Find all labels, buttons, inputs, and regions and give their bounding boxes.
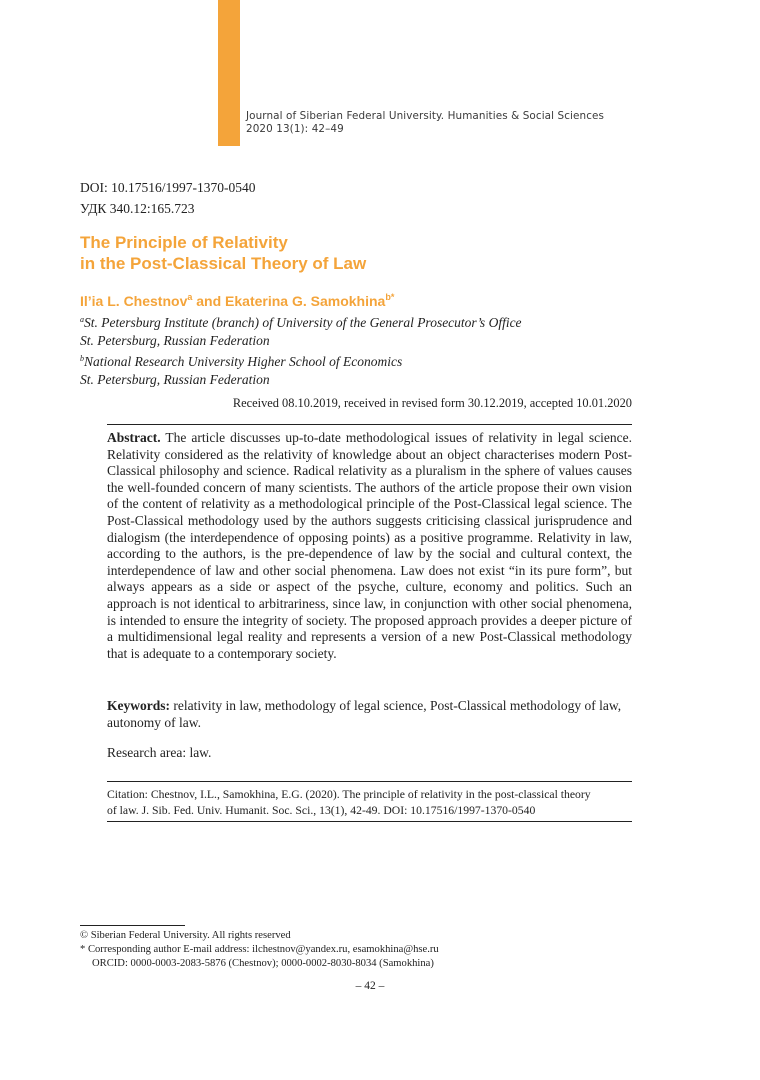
abstract-top-rule bbox=[107, 424, 632, 425]
doi: DOI: 10.17516/1997-1370-0540 bbox=[80, 180, 256, 195]
authors bbox=[80, 292, 680, 309]
orcid-note: ORCID: 0000-0003-2083-5876 (Chestnov); 0000-0002-8030-8034 (Samokhina) bbox=[92, 958, 434, 969]
affiliation-mark: a bbox=[80, 315, 84, 324]
received-dates: Received 08.10.2019, received in revised form 30.12.2019, accepted 10.01.2020 bbox=[232, 396, 632, 410]
keywords bbox=[107, 697, 632, 731]
affiliations bbox=[80, 311, 700, 389]
affiliation-b bbox=[80, 350, 700, 371]
copyright-note: © Siberian Federal University. All rights reserved bbox=[80, 930, 291, 941]
corresponding-author-note: * Corresponding author E-mail address: ilchestnov@yandex.ru, esamokhina@hse.ru bbox=[80, 944, 439, 955]
paper-title bbox=[80, 232, 640, 274]
citation-bottom-rule bbox=[107, 821, 632, 822]
citation-top-rule bbox=[107, 781, 632, 782]
author-1: Il’ia L. Chestnov bbox=[80, 293, 188, 309]
affiliation-institution: National Research University Higher School of Economics bbox=[84, 354, 403, 369]
footnote-rule bbox=[80, 925, 185, 926]
identifiers bbox=[80, 177, 256, 219]
affiliation-mark: b bbox=[80, 354, 84, 363]
citation bbox=[107, 787, 632, 819]
footnotes bbox=[80, 929, 680, 971]
author-2: Ekaterina G. Samokhina bbox=[225, 293, 386, 309]
authors-and: and bbox=[192, 293, 226, 309]
affiliation-institution: St. Petersburg Institute (branch) of University of the General Prosecutor’s Office bbox=[84, 315, 522, 330]
research-area: Research area: law. bbox=[107, 745, 212, 760]
citation-line-2: of law. J. Sib. Fed. Univ. Humanit. Soc. Sci., 13(1), 42-49. DOI: 10.17516/1997-1370-0540 bbox=[107, 804, 536, 817]
abstract-text: The article discusses up-to-date methodological issues of relativity in legal science. Relativity considered as the relativity of knowledge about an object characterises modern Post-Classical philosophy and science. Radical relativity as a pluralism in the sphere of values causes the well-founded concern of many scientists. The authors of the article propose their own vision of the content of relativity as a methodological principle of the Post-Classical legal science. The Post-Classical methodology used by the authors suggests criticising classical jurisprudence and dialogism (the interdependence of opposing points) as a positive programme. Relativity in law, according to the authors, is the pre-dependence of law by the social and cultural context, the interdependence of law and other social phenomena. Law does not exist “in its pure form”, but always appears as a side or aspect of the psyche, culture, economy and politics. Such an approach is not identical to arbitrariness, since law, in conjunction with other social phenomena, is intended to ensure the integrity of society. The proposed approach provides a deeper picture of a multidimensional legal reality and represents a version of a new Post-Classical methodology that is adequate to a contemporary society. bbox=[107, 430, 632, 661]
affiliation-location: St. Petersburg, Russian Federation bbox=[80, 372, 270, 387]
affiliation-location: St. Petersburg, Russian Federation bbox=[80, 333, 270, 348]
author-2-affil-mark: b* bbox=[385, 292, 395, 302]
abstract bbox=[107, 430, 632, 662]
author-1-affil-mark: a bbox=[187, 292, 193, 302]
affiliation-a bbox=[80, 311, 700, 332]
page-number: – 42 – bbox=[355, 980, 385, 992]
journal-header bbox=[246, 110, 666, 136]
journal-accent-bar bbox=[218, 0, 240, 146]
title-line-2: in the Post-Classical Theory of Law bbox=[80, 254, 367, 273]
title-line-1: The Principle of Relativity bbox=[80, 233, 288, 252]
abstract-label: Abstract. bbox=[107, 430, 161, 445]
citation-line-1: Citation: Chestnov, I.L., Samokhina, E.G. (2020). The principle of relativity in the post-classical theory bbox=[107, 788, 591, 801]
keywords-text: relativity in law, methodology of legal science, Post-Classical methodology of law, autonomy of law. bbox=[107, 698, 622, 730]
udk: УДК 340.12:165.723 bbox=[80, 201, 195, 216]
journal-name: Journal of Siberian Federal University. Humanities & Social Sciences bbox=[246, 110, 605, 122]
keywords-label: Keywords: bbox=[107, 698, 170, 713]
journal-issue: 2020 13(1): 42–49 bbox=[246, 123, 344, 135]
